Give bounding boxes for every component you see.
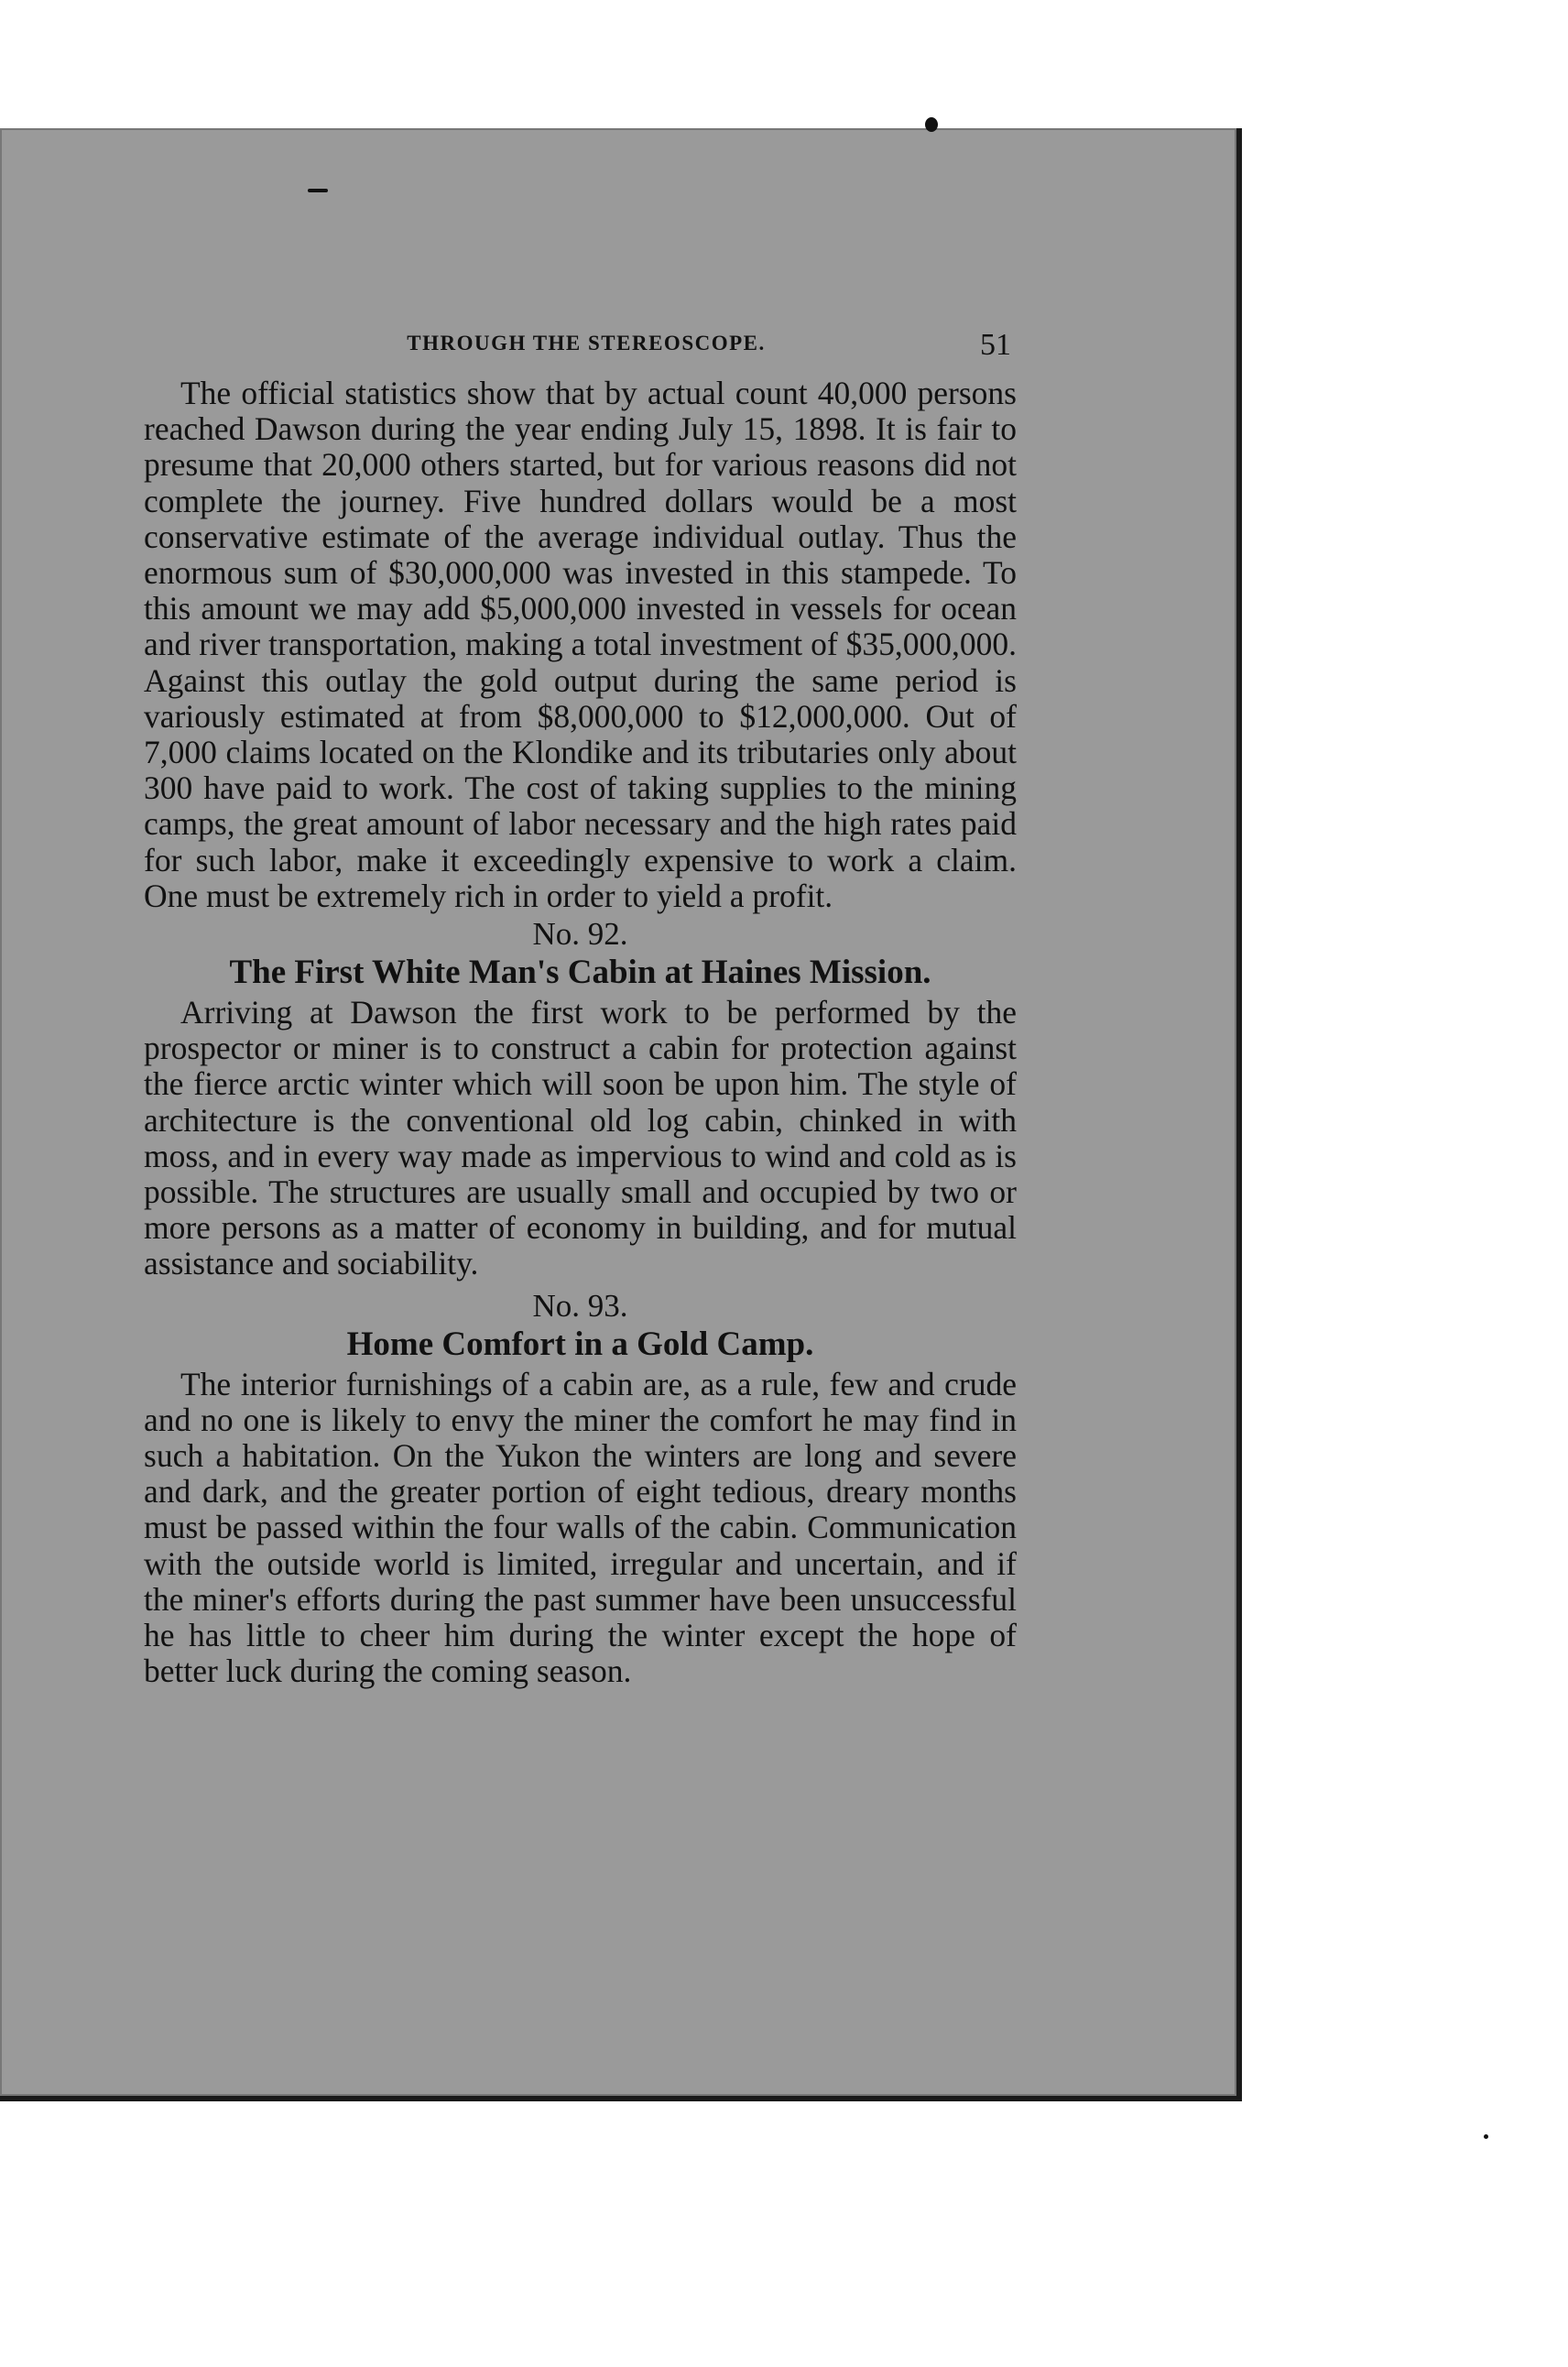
section-number-93: No. 93.: [532, 1287, 628, 1324]
section-title-93: Home Comfort in a Gold Camp.: [346, 1325, 814, 1363]
running-head: THROUGH THE STEREOSCOPE.: [407, 332, 766, 355]
section-title-92: The First White Man's Cabin at Haines Mission.: [229, 954, 931, 992]
section-number-92: No. 92.: [532, 916, 628, 953]
scan-speck: [1484, 2134, 1488, 2139]
scan-speck: [925, 117, 938, 132]
page-body: [144, 376, 1017, 1690]
page-number: 51: [980, 328, 1011, 362]
intro-paragraph: The official statistics show that by actual count 40,000 persons reached Dawson during the year ending July 15, 1898. It is fair to presume that 20,000 others started, but for various reasons did not complete the journey. Five hundred dollars would be a most conservative estimate of the average individual outlay. Thus the enormous sum of $30,000,000 was invested in this stampede. To this amount we may add $5,000,000 invested in vessels for ocean and river transportation, making a total investment of $35,000,000. Against this outlay the gold output during the same period is variously estimated at from $8,000,000 to $12,000,000. Out of 7,000 claims located on the Klondike and its tributaries only about 300 have paid to work. The cost of taking supplies to the mining camps, the great amount of labor necessary and the high rates paid for such labor, make it exceedingly expensive to work a claim. One must be extremely rich in order to yield a profit.: [144, 375, 1017, 914]
section-paragraph-93: The interior furnishings of a cabin are, as a rule, few and crude and no one is likely to envy the miner the comfort he may find in such a habitation. On the Yukon the winters are long and severe and dark, and the greater portion of eight tedious, dreary months must be passed within the four walls of the cabin. Communication with the outside world is limited, irregular and uncertain, and if the miner's efforts during the past summer have been unsuccessful he has little to cheer him during the winter except the hope of better luck during the coming season.: [144, 1365, 1017, 1690]
scan-speck: [308, 189, 328, 192]
section-paragraph-92: Arriving at Dawson the first work to be performed by the prospector or miner is to construct a cabin for protection against the fierce arctic winter which will soon be upon him. The style of architecture is the conventional old log cabin, chinked in with moss, and in every way made as impervious to wind and cold as is possible. The structures are usually small and occupied by two or more persons as a matter of economy in building, and for mutual assistance and sociability.: [144, 994, 1017, 1282]
